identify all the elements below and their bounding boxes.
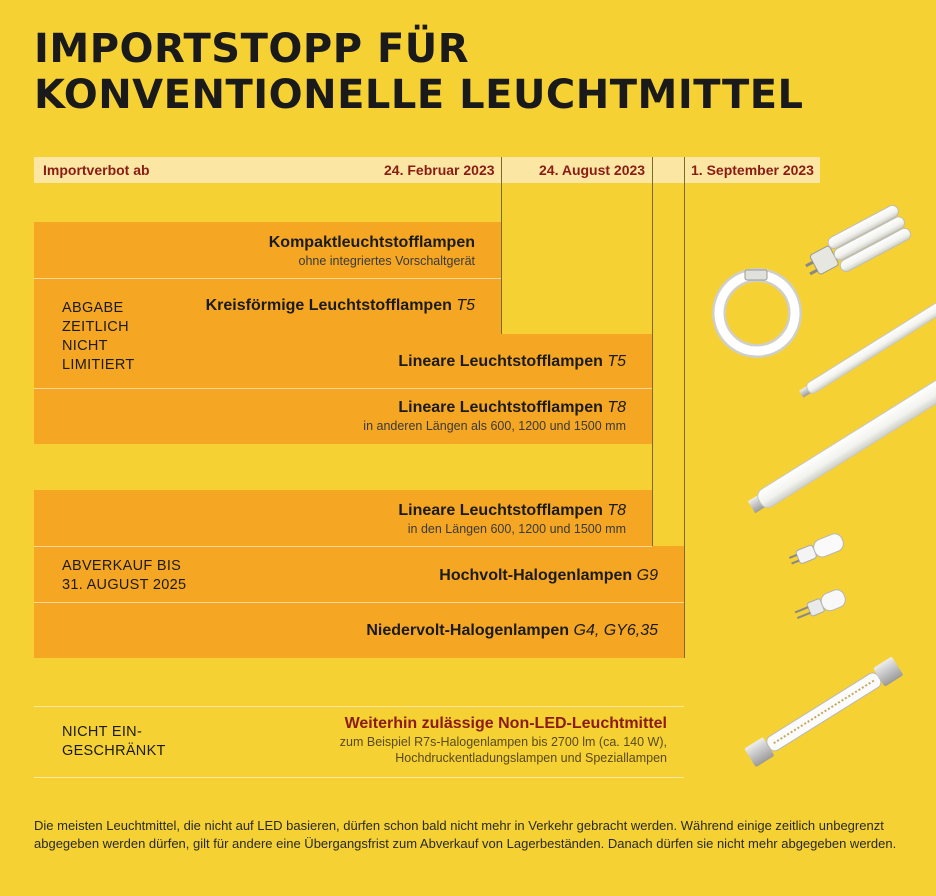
row-type: T5	[456, 297, 475, 314]
row-name: Lineare Leuchtstofflampen	[398, 399, 603, 416]
row-label-niedervolt	[366, 622, 658, 640]
row-separator	[34, 546, 652, 547]
row-note: in anderen Längen als 600, 1200 und 1500 mm	[363, 419, 626, 433]
g9-halogen-lamp-icon	[787, 531, 846, 569]
deadline-line-3	[684, 157, 685, 658]
section-bottom-rule	[34, 777, 684, 778]
row-separator	[34, 388, 652, 389]
row-name: Lineare Leuchtstofflampen	[398, 502, 603, 519]
row-name: Lineare Leuchtstofflampen	[398, 353, 603, 370]
circular-fluorescent-lamp-icon	[719, 270, 795, 351]
row-name: Kompaktleuchtstofflampen	[268, 234, 475, 251]
header-date-1: 24. Februar 2023	[384, 162, 495, 178]
group-label-not-restricted: NICHT EIN- GESCHRÄNKT	[62, 724, 166, 759]
row-label-hochvolt	[439, 567, 658, 585]
nonled-line-1: zum Beispiel R7s-Halogenlampen bis 2700 lm (ca. 140 W),	[339, 735, 667, 749]
group-label-sell-off: ABVERKAUF BIS 31. AUGUST 2025	[62, 558, 187, 593]
footer-text: Die meisten Leuchtmittel, die nicht auf LED basieren, dürfen schon bald nicht mehr in Verkehr gebracht werden. Während einige zeitlich unbegrenzt abgegeben werden dürfen, gilt für andere eine Übergangsfrist zum Abverkauf von Lagerbeständen. Danach dürfen sie nicht mehr abgegeben werden.	[34, 818, 897, 851]
group-label-unlimited: ABGABE ZEITLICH NICHT LIMITIERT	[62, 300, 135, 373]
row-name: Hochvolt-Halogenlampen	[439, 567, 633, 584]
row-label-linear-t5	[398, 353, 626, 371]
header-date-3: 1. September 2023	[691, 162, 814, 178]
row-name: Kreisförmige Leuchtstofflampen	[205, 297, 452, 314]
nonled-line-2: Hochdruckentladungslampen und Speziallampen	[395, 751, 667, 765]
row-note: ohne integriertes Vorschaltgerät	[298, 254, 475, 268]
row-label-linear-t8-std	[398, 502, 626, 536]
t5-tube-lamp-icon	[798, 295, 936, 400]
g4-halogen-lamp-icon	[793, 587, 848, 623]
row-separator	[34, 278, 501, 279]
row-note: in den Längen 600, 1200 und 1500 mm	[407, 522, 626, 536]
t8-tube-lamp-icon	[746, 372, 936, 516]
deadline-line-1	[501, 157, 502, 334]
row-type: T8	[607, 502, 626, 519]
header-date-2: 24. August 2023	[539, 162, 646, 178]
row-type: G9	[636, 567, 658, 584]
nonled-title: Weiterhin zulässige Non-LED-Leuchtmittel	[344, 715, 667, 732]
page-title	[34, 26, 804, 118]
nonled-block	[340, 715, 667, 765]
header-label: Importverbot ab	[43, 162, 150, 178]
row-label-kreis	[206, 297, 475, 315]
row-type: G4, GY6,35	[573, 622, 658, 639]
title-line-2: KONVENTIONELLE LEUCHTMITTEL	[34, 72, 804, 118]
row-label-kompakt	[269, 234, 475, 268]
row-name: Niedervolt-Halogenlampen	[366, 622, 570, 639]
row-separator	[34, 602, 684, 603]
row-label-linear-t8-other	[363, 399, 626, 433]
deadline-line-2	[652, 157, 653, 546]
r7s-halogen-lamp-icon	[744, 656, 903, 767]
row-type: T5	[607, 353, 626, 370]
row-type: T8	[607, 399, 626, 416]
title-line-1: IMPORTSTOPP FÜR	[34, 26, 470, 72]
lamp-illustrations	[700, 180, 936, 800]
section-top-rule	[34, 706, 684, 707]
compact-fluorescent-lamp-icon	[800, 203, 913, 287]
